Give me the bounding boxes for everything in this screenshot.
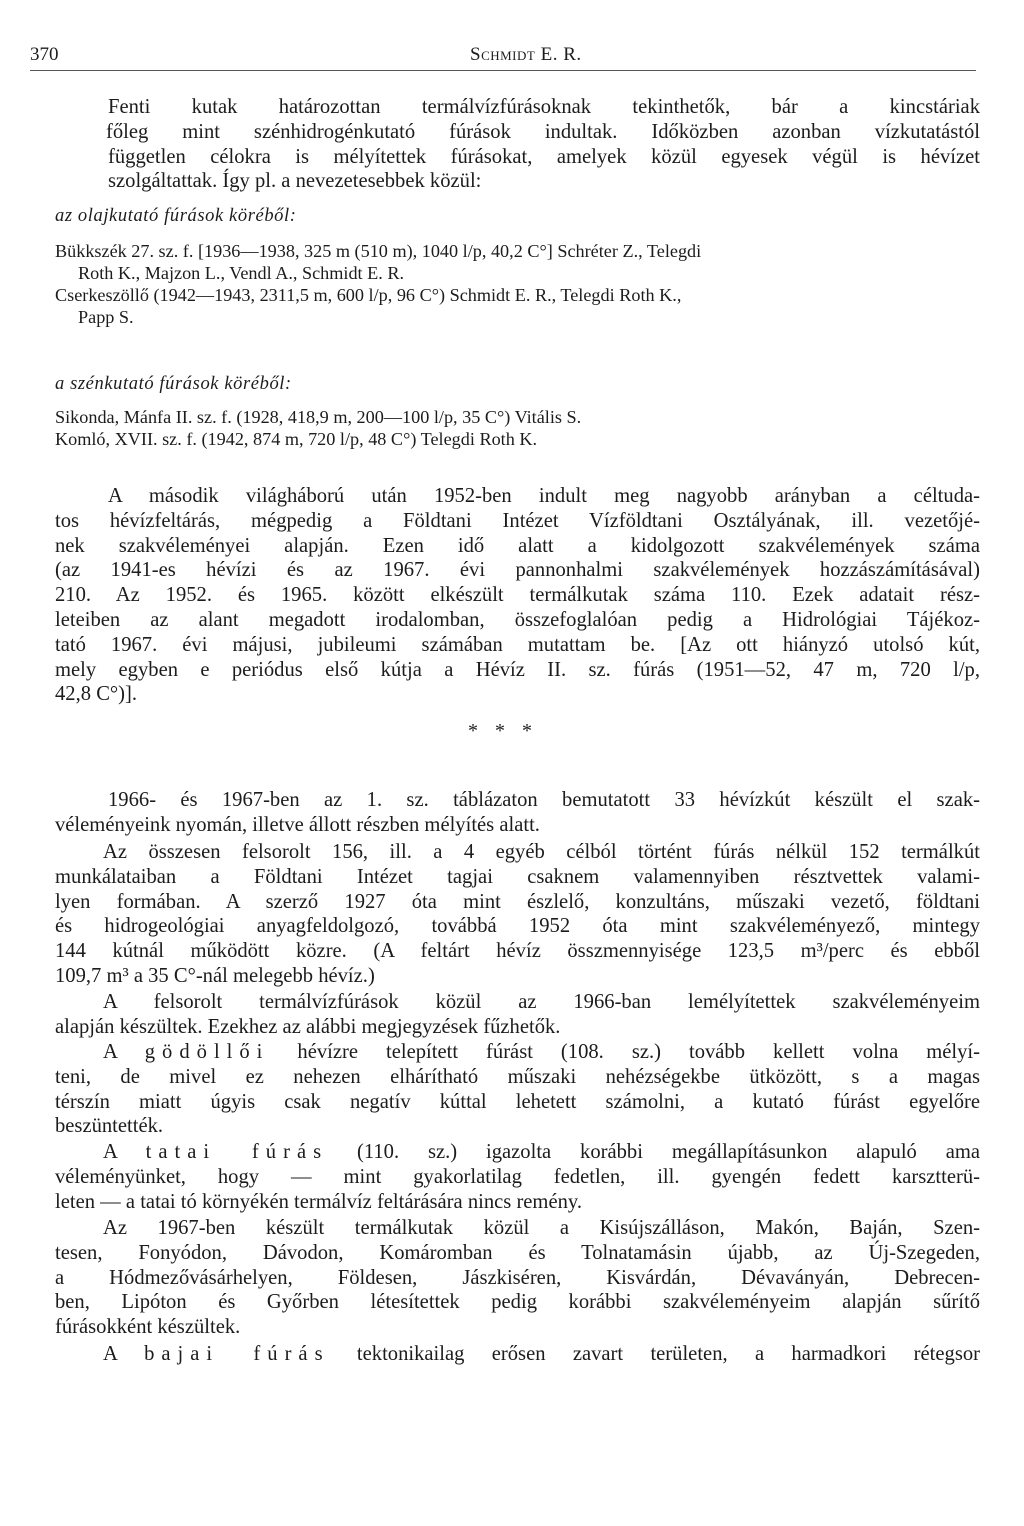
text-line: szolgáltattak. Így pl. a nevezetesebbek közül: <box>108 170 482 193</box>
running-head: Schmidt E. R. <box>470 44 582 65</box>
section-separator: * * * <box>468 720 538 742</box>
section-title-coal: a szénkutató fúrások köréből: <box>55 374 292 394</box>
text-line: (az 1941-es hévízi és az 1967. évi pannonhalmi szakvélemények hozzászámításával) <box>55 559 980 582</box>
coal-well-list <box>55 406 980 450</box>
text-line: tos hévízfeltárás, mégpedig a Földtani Intézet Vízföldtani Osztályának, ill. vezetőjé- <box>55 509 980 532</box>
paragraph-baja <box>55 1342 980 1367</box>
text-line: leteiben az alant megadott irodalomban, összefoglalóan pedig a Hidrológiai Tájékoz- <box>55 608 980 631</box>
text-line: 144 kútnál működött közre. (A feltárt hévíz összmennyisége 123,5 m³/perc és ebből <box>55 940 980 963</box>
text-line: alapján készültek. Ezekhez az alábbi megjegyzések fűzhetők. <box>55 1015 561 1038</box>
text-line: Fenti kutak határozottan termálvízfúrásoknak tekinthetők, bár a kincstáriak <box>108 96 980 118</box>
well-entry: Bükkszék 27. sz. f. [1936—1938, 325 m (510 m), 1040 l/p, 40,2 C°] Schréter Z., Telegdi <box>55 241 702 261</box>
text-line: leten — a tatai tó környékén termálvíz feltárására nincs remény. <box>55 1190 583 1213</box>
paragraph-1966b <box>55 990 980 1040</box>
postwar-paragraph <box>55 484 980 707</box>
text-line: 210. Az 1952. és 1965. között elkészült termálkutak száma 110. Ezek adatait rész- <box>55 584 980 607</box>
page-number: 370 <box>30 44 59 65</box>
intro-paragraph <box>108 95 980 194</box>
oil-well-list <box>55 240 980 328</box>
paragraph-godollo <box>55 1040 980 1139</box>
text-line: 42,8 C°)]. <box>55 683 138 706</box>
well-entry: Sikonda, Mánfa II. sz. f. (1928, 418,9 m, 200—100 l/p, 35 C°) Vitális S. <box>55 407 582 427</box>
text-line: A második világháború után 1952-ben indult meg nagyobb arányban a céltuda- <box>108 485 980 507</box>
text-line: teni, de mivel ez nehezen elhárítható műszaki nehézségekbe ütközött, s a magas <box>55 1065 980 1088</box>
text-line: térszín miatt úgyis csak negatív kúttal lehetett számolni, a kutató fúrást egyelőre <box>55 1090 980 1113</box>
text-line: lyen formában. A szerző 1927 óta mint észlelő, konzultáns, műszaki vezető, földtani <box>55 890 980 913</box>
text-line: független célokra is mélyítettek fúrásokat, amelyek közül egyesek végül is hévízet <box>108 145 980 168</box>
well-entry: Cserkeszöllő (1942—1943, 2311,5 m, 600 l/p, 96 C°) Schmidt E. R., Telegdi Roth K., <box>55 285 682 305</box>
text-line: tató 1967. évi májusi, jubileumi számában mutattam be. [Az ott hiányzó utolsó kút, <box>55 633 980 656</box>
text-run: hévízre telepített fúrást (108. sz.) tovább kellett volna mélyí- <box>297 1041 980 1063</box>
spaced-term: tatai fúrás <box>145 1141 329 1163</box>
paragraph-tata <box>55 1140 980 1214</box>
text-line: és hidrogeológiai anyagfeldolgozó, továbbá 1952 óta mint szakvéleményező, mintegy <box>55 915 980 938</box>
text-line: Az 1967-ben készült termálkutak közül a Kisújszálláson, Makón, Baján, Szen- <box>103 1217 980 1239</box>
text-line: főleg mint szénhidrogénkutató fúrások indultak. Időközben azonban vízkutatástól <box>106 120 980 143</box>
text-line: 109,7 m³ a 35 C°-nál melegebb hévíz.) <box>55 964 375 987</box>
text-run: (110. sz.) igazolta korábbi megállapításunkon alapuló ama <box>356 1141 981 1163</box>
text-line <box>55 1140 980 1165</box>
paragraph-1966 <box>55 788 980 838</box>
text-line: ben, Lipóton és Győrben létesítettek pedig korábbi szakvéleményeim alapján sűrítő <box>55 1291 980 1314</box>
text-line: A felsorolt termálvízfúrások közül az 1966-ban lemélyítettek szakvéleményeim <box>103 991 980 1013</box>
well-entry-cont: Papp S. <box>78 307 134 327</box>
lead-word: A <box>103 1041 117 1063</box>
text-run: tektonikailag erősen zavart területen, a harmadkori rétegsor <box>356 1343 980 1365</box>
page-header <box>30 42 976 71</box>
text-line: a Hódmezővásárhelyen, Földesen, Jászkiséren, Kisvárdán, Dévaványán, Debrecen- <box>55 1266 980 1289</box>
text-line <box>55 1040 980 1065</box>
well-entry: Komló, XVII. sz. f. (1942, 874 m, 720 l/p, 48 C°) Telegdi Roth K. <box>55 429 538 449</box>
text-line <box>55 1342 980 1367</box>
text-line: Az összesen felsorolt 156, ill. a 4 egyéb célból történt fúrás nélkül 152 termálkút <box>103 841 980 863</box>
section-title-oil: az olajkutató fúrások köréből: <box>55 206 297 226</box>
well-entry-cont: Roth K., Majzon L., Vendl A., Schmidt E. R. <box>78 263 405 283</box>
text-line: 1966- és 1967-ben az 1. sz. táblázaton bemutatott 33 hévízkút készült el szak- <box>108 789 980 811</box>
spaced-term: bajai fúrás <box>144 1343 330 1365</box>
text-line: mely egyben e periódus első kútja a Hévíz II. sz. fúrás (1951—52, 47 m, 720 l/p, <box>55 658 980 681</box>
text-line: véleményünket, hogy — mint gyakorlatilag fedetlen, ill. gyengén fedett karsztterü- <box>55 1165 980 1188</box>
paragraph-totals <box>55 840 980 989</box>
spaced-term: gödöllői <box>144 1041 270 1063</box>
text-line: véleményeink nyomán, illetve állott részben mélyítés alatt. <box>55 813 540 836</box>
text-line: tesen, Fonyódon, Dávodon, Komáromban és Tolnatamásin újabb, az Új-Szegeden, <box>55 1241 980 1264</box>
text-line: fúrásokként készültek. <box>55 1316 241 1339</box>
paragraph-1967 <box>55 1216 980 1340</box>
text-line: beszüntették. <box>55 1115 164 1138</box>
lead-word: A <box>103 1343 117 1365</box>
text-line: nek szakvéleményei alapján. Ezen idő alatt a kidolgozott szakvélemények száma <box>55 534 980 557</box>
text-line: munkálataiban a Földtani Intézet tagjai csaknem valamennyiben résztvettek valami- <box>55 865 980 888</box>
lead-word: A <box>103 1141 117 1163</box>
